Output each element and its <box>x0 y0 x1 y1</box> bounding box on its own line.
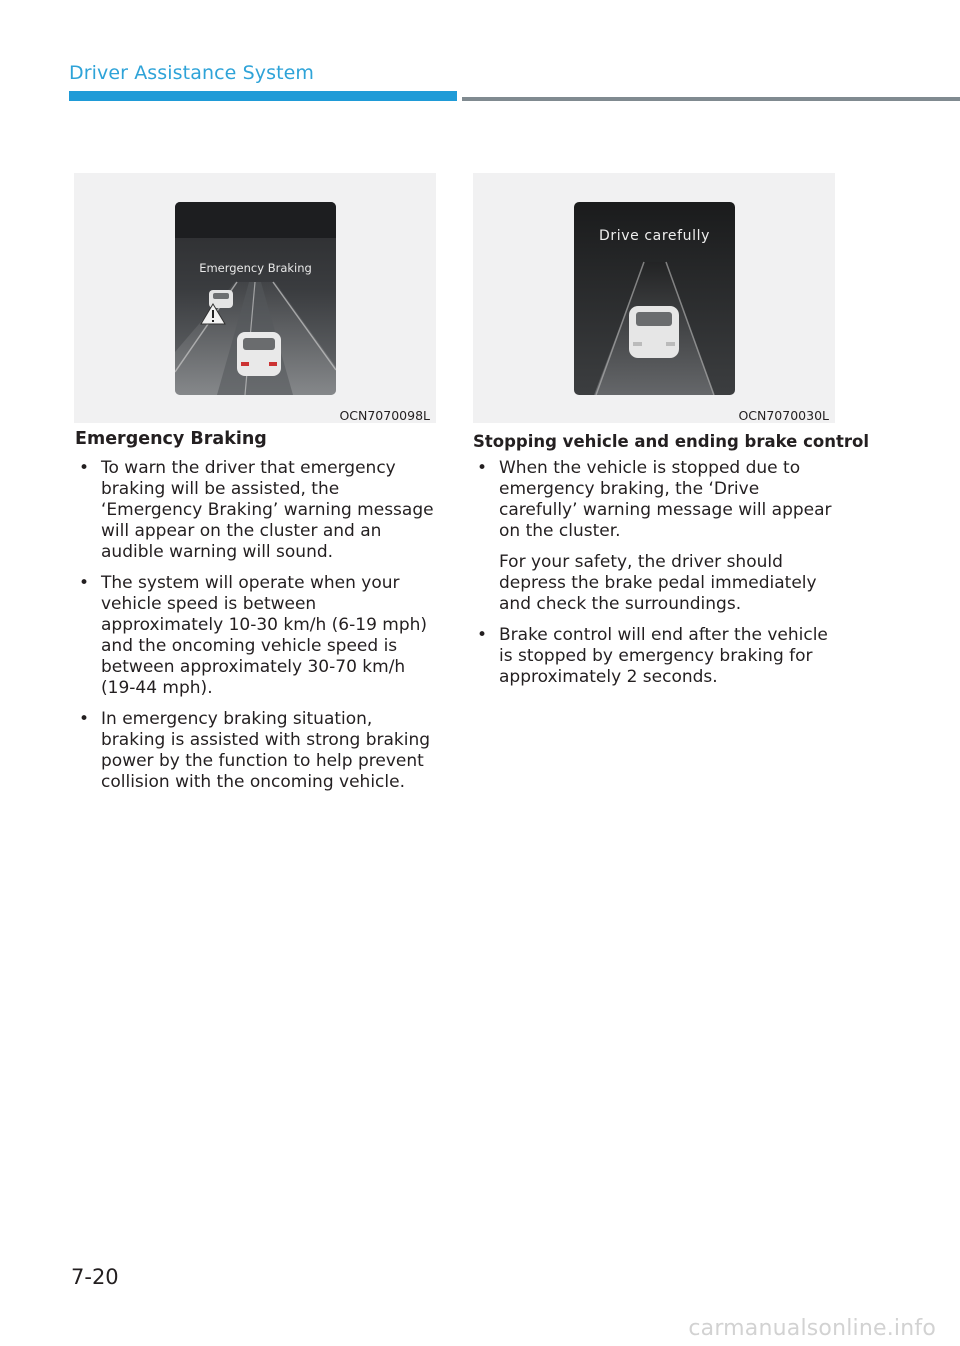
list-item <box>75 573 437 699</box>
bullet-text: When the vehicle is stopped due to emergency braking, the ‘Drive carefully’ warning message will appear on the cluster. <box>499 458 832 541</box>
figure-code-right: OCN7070030L <box>738 408 829 423</box>
bullet-text: Brake control will end after the vehicle is stopped by emergency braking for approximately 2 seconds. <box>499 625 828 687</box>
bullet-glyph: • <box>79 458 90 478</box>
figure-emergency-braking <box>74 173 436 423</box>
list-item <box>473 625 838 688</box>
figure-drive-carefully <box>473 173 835 423</box>
bullet-note: For your safety, the driver should depress the brake pedal immediately and check the surroundings. <box>499 552 817 614</box>
cluster-screen-emergency <box>175 202 336 395</box>
bullet-text: To warn the driver that emergency braking will be assisted, the ‘Emergency Braking’ warning message will appear on the cluster and an audible warning will sound. <box>101 458 434 562</box>
cluster-message-drive-carefully: Drive carefully <box>599 228 710 244</box>
section-title-emergency-braking: Emergency Braking <box>75 429 267 449</box>
bullet-glyph: • <box>79 709 90 729</box>
figure-code-left: OCN7070098L <box>339 408 430 423</box>
header-bar-blue <box>69 91 457 101</box>
section-title-stopping-vehicle: Stopping vehicle and ending brake control <box>473 432 869 451</box>
bullet-glyph: • <box>477 625 488 645</box>
bullet-list-left <box>75 458 437 803</box>
car-icon <box>237 332 281 376</box>
bullet-text: In emergency braking situation, braking is assisted with strong braking power by the function to help prevent collision with the oncoming vehicle. <box>101 709 431 792</box>
page-number: 7-20 <box>71 1265 119 1289</box>
list-item <box>473 458 838 615</box>
section-header-title: Driver Assistance System <box>69 62 315 84</box>
cluster-message-emergency: Emergency Braking <box>199 261 312 275</box>
cluster-illustration-emergency <box>175 202 336 395</box>
car-icon <box>629 306 679 358</box>
bullet-glyph: • <box>477 458 488 478</box>
list-item <box>75 709 437 793</box>
watermark: carmanualsonline.info <box>688 1316 936 1341</box>
list-item <box>75 458 437 563</box>
bullet-text: The system will operate when your vehicle speed is between approximately 10-30 km/h (6-19 mph) and the oncoming vehicle speed is between approximately 30-70 km/h (19-44 mph). <box>101 573 428 698</box>
cluster-screen-drive-carefully <box>574 202 735 395</box>
bullet-list-right <box>473 458 838 698</box>
bullet-glyph: • <box>79 573 90 593</box>
header-bar-gray <box>462 97 960 101</box>
